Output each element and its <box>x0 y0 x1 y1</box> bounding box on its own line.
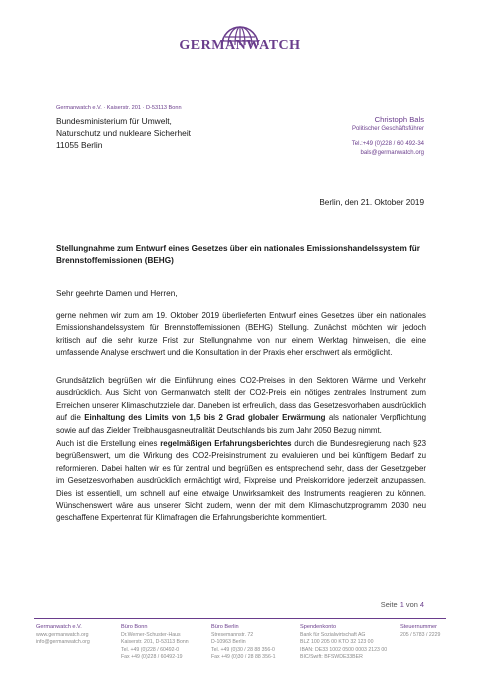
footer-donations-heading: Spendenkonto <box>300 624 337 630</box>
footer-col-berlin <box>211 624 275 662</box>
footer-tax-number: 205 / 5783 / 2229 <box>400 631 441 638</box>
footer-berlin-line-2: D-10963 Berlin <box>211 639 246 646</box>
paragraph-2 <box>56 375 426 437</box>
contact-role: Politischer Geschäftsführer <box>351 125 424 132</box>
letter-date: Berlin, den 21. Oktober 2019 <box>319 198 424 207</box>
footer-berlin-line-3: Tel. +49 (0)30 / 28 88 356-0 <box>211 646 275 653</box>
footer-berlin-heading: Büro Berlin <box>211 624 239 630</box>
page-current: 1 <box>399 600 404 609</box>
paragraph-2-text-a: Grundsätzlich begrüßen wir die Einführung eines CO2-Preises in den Sektoren Wärme und Verkehr ausdrücklich. Aus Sicht von Germanwatch stellt der CO2-Preis ein nötiges zentrales Instrument zum Erreichen unserer Klimaschutzziele dar. Daneben ist erfreulich, dass das Gesetzesvorhaben ausdrücklich auf die <box>56 376 426 423</box>
footer-org-name: Germanwatch e.V. <box>36 624 82 630</box>
footer-bonn-line-3: Tel. +49 (0)228 / 60492-0 <box>121 646 180 653</box>
paragraph-3 <box>56 438 426 525</box>
paragraph-2-text-b: als nationaler Verpflichtung sowie auf das Zielder Treibhausgasneutralität Deutschlands bis zum Jahr 2050 Bezug nimmt. <box>56 413 426 435</box>
contact-phone: Tel.:+49 (0)228 / 60 492-34 <box>351 141 424 147</box>
recipient-line-3: 11055 Berlin <box>56 140 103 150</box>
contact-name: Christoph Bals <box>374 115 424 124</box>
paragraph-2-emphasis: Einhaltung des Limits von 1,5 bis 2 Grad globaler Erwärmung <box>84 413 326 423</box>
logo-wordmark: GERMANWATCH <box>179 38 301 53</box>
footer-bonn-line-1: Dr.Werner-Schuster-Haus <box>121 631 181 638</box>
footer-donations-line-4: BIC/Swift: BFSWDE33BER <box>300 654 363 661</box>
footer-bonn-line-4: Fax +49 (0)228 / 60492-19 <box>121 654 183 661</box>
paragraph-3-text-b: durch die Bundesregierung nach §23 begrüßenswert, um die Wirkung des CO2-Preisinstrument zu evaluieren und bei künftigem Bedarf zu reformieren. Dabei halten wir es für zentral und begrüßen es entsprechend sehr, dass der Gesetzgeber im Gesetzesvorhaben ausdrücklich ermächtigt wird, Fixpreise und Preiskorridore jederzeit anzupassen. Dies ist essentiell, um schnell auf eine etwaige Unwirksamkeit des Instruments reagieren zu können. Wünschenswert wäre aus unserer Sicht zudem, wenn der mit dem Klimaschutzprogramm 2030 neu geschaffene Expertenrat für Klimafragen die Erfahrungsberichte kommentiert. <box>56 439 427 523</box>
footer-col-donations <box>300 624 387 662</box>
footer-email[interactable]: info@germanwatch.org <box>36 639 90 646</box>
page-of: von <box>405 600 418 609</box>
footer-website[interactable]: www.germanwatch.org <box>36 631 89 638</box>
footer-divider <box>34 618 446 619</box>
page-prefix: Seite <box>380 600 398 609</box>
footer-donations-line-1: Bank für Sozialwirtschaft AG <box>300 631 366 638</box>
footer-col-organisation <box>36 624 90 647</box>
page-number <box>381 600 424 609</box>
footer-bonn-line-2: Kaiserstr. 201, D-53113 Bonn <box>121 639 189 646</box>
paragraph-1: gerne nehmen wir zum am 19. Oktober 2019 überlieferten Entwurf eines Gesetzes über ein nationales Emissionshandelssystem für Brennstoffemissionen (BEHG) Stellung. Zunächst möchten wir jedoch kritisch auf die sehr kurze Frist zur Stellungnahme von nur einem Werktag hinweisen, die eine umfassende Analyse erschwert und die Konsultation in der Praxis eher erschwert als ermöglicht. <box>56 311 426 358</box>
paragraph-3-emphasis: regelmäßigen Erfahrungsberichtes <box>160 439 292 448</box>
paragraph-3-text-a: Auch ist die Erstellung eines <box>56 439 161 448</box>
footer-berlin-line-1: Stresemannstr. 72 <box>211 631 254 638</box>
contact-block <box>352 116 424 157</box>
letter-subject: Stellungnahme zum Entwurf eines Gesetzes über ein nationales Emissionshandelssystem für Brennstoffemissionen (BEHG) <box>56 244 420 265</box>
page-total: 4 <box>419 600 424 609</box>
footer-berlin-line-4: Fax +49 (0)30 / 28 88 356-1 <box>211 654 276 661</box>
footer-col-tax <box>400 624 440 639</box>
footer-col-bonn <box>121 624 189 662</box>
recipient-line-2: Naturschutz und nukleare Sicherheit <box>56 128 192 138</box>
footer-donations-line-3: IBAN: DE33 1002 0500 0003 2123 00 <box>300 646 388 653</box>
footer-bonn-heading: Büro Bonn <box>121 624 148 630</box>
contact-email[interactable]: bals@germanwatch.org <box>360 149 424 156</box>
recipient-line-1: Bundesministerium für Umwelt, <box>56 116 172 126</box>
footer-donations-line-2: BLZ 100 205 00 KTO 32 123 00 <box>300 639 374 646</box>
salutation: Sehr geehrte Damen und Herren, <box>56 289 178 298</box>
sender-address-line: Germanwatch e.V. · Kaiserstr. 201 · D-53113 Bonn <box>56 105 182 111</box>
footer-tax-heading: Steuernummer <box>400 624 437 630</box>
